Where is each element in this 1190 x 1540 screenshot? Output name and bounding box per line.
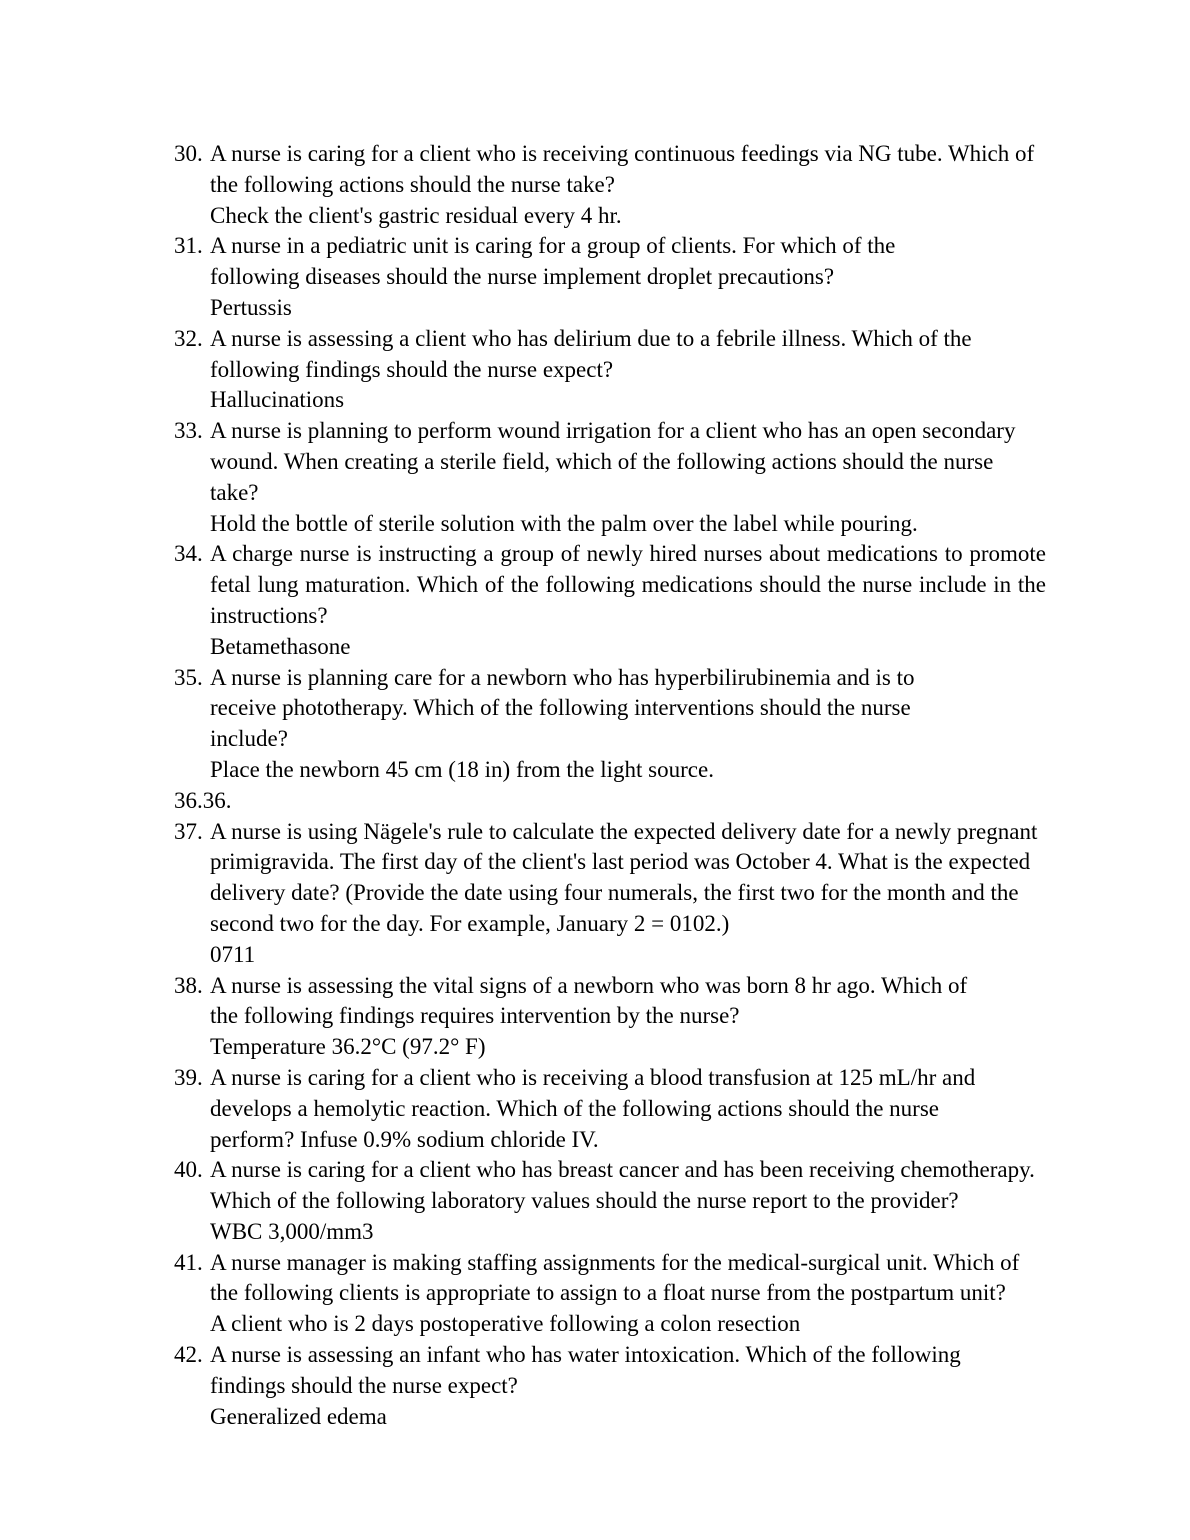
question-text: A nurse in a pediatric unit is caring for a group of clients. For which of the following diseases should the nurse implement droplet precautions?: [210, 233, 896, 290]
question-number: 32.: [174, 325, 203, 351]
question-text: A charge nurse is instructing a group of newly hired nurses about medications to promote fetal lung maturation. Which of the following medications should the nurse include in the instructions?: [210, 541, 1046, 628]
answer-text: 0711: [210, 941, 256, 967]
question-item-38: [174, 971, 1054, 1063]
answer-text: Infuse 0.9% sodium chloride IV.: [300, 1126, 599, 1152]
question-item-40: [174, 1155, 1054, 1247]
question-number: 38.: [174, 972, 203, 998]
answer-text: Betamethasone: [210, 633, 351, 659]
question-text: A nurse is caring for a client who is receiving a blood transfusion at 125 mL/hr and develops a hemolytic reaction. Which of the following actions should the nurse perform?: [210, 1064, 976, 1152]
question-number: 34.: [174, 541, 203, 567]
question-text: A nurse is planning to perform wound irrigation for a client who has an open secondary wound. When creating a sterile field, which of the following actions should the nurse take?: [210, 418, 1016, 505]
question-item-41: [174, 1248, 1054, 1340]
question-number: 30.: [174, 141, 203, 166]
answer-text: Check the client's gastric residual every 4 hr.: [210, 202, 622, 228]
question-item-31: [174, 231, 1054, 323]
question-number: 41.: [174, 1249, 203, 1275]
question-number: 39.: [174, 1064, 203, 1090]
answer-text: Place the newborn 45 cm (18 in) from the light source.: [210, 756, 714, 782]
question-text: A nurse is using Nägele's rule to calculate the expected delivery date for a newly pregnant primigravida. The first day of the client's last period was October 4. What is the expected delivery date? (Provide the date using four numerals, the first two for the month and the second two for the day. For example, January 2 = 0102.): [210, 818, 1038, 936]
question-item-33: [174, 416, 1054, 539]
answer-text: Temperature 36.2°C (97.2° F): [210, 1034, 486, 1060]
question-item-30: [174, 139, 1054, 231]
question-number: 36.36.: [174, 787, 232, 813]
question-text: A nurse is caring for a client who has breast cancer and has been receiving chemotherapy. Which of the following laboratory values should the nurse report to the provider?: [210, 1157, 1035, 1214]
question-number: 33.: [174, 418, 203, 444]
question-item-42: [174, 1340, 1054, 1432]
question-number: 40.: [174, 1157, 203, 1183]
question-text: A nurse is assessing a client who has delirium due to a febrile illness. Which of the following findings should the nurse expect?: [210, 325, 972, 382]
question-text: A nurse is caring for a client who is receiving continuous feedings via NG tube. Which of the following actions should the nurse take?: [210, 141, 1035, 197]
question-item-39: [174, 1063, 1054, 1155]
answer-text: Pertussis: [210, 294, 292, 320]
question-number: 31.: [174, 233, 203, 259]
question-item-35: [174, 663, 1054, 786]
answer-text: Generalized edema: [210, 1403, 387, 1429]
question-number: 35.: [174, 664, 203, 690]
answer-text: WBC 3,000/mm3: [210, 1218, 374, 1244]
question-list: [174, 139, 1054, 1432]
answer-text: Hallucinations: [210, 387, 345, 413]
question-item-32: [174, 324, 1054, 416]
question-number: 42.: [174, 1342, 203, 1368]
question-item-34: [174, 539, 1054, 662]
question-text: A nurse is assessing an infant who has water intoxication. Which of the following findings should the nurse expect?: [210, 1342, 961, 1398]
question-item-36: [174, 786, 1054, 817]
question-text: A nurse is assessing the vital signs of a newborn who was born 8 hr ago. Which of the following findings requires intervention by the nurse?: [210, 972, 968, 1029]
question-number: 37.: [174, 818, 203, 844]
answer-text: A client who is 2 days postoperative following a colon resection: [210, 1311, 801, 1337]
question-text: A nurse is planning care for a newborn who has hyperbilirubinemia and is to receive phototherapy. Which of the following interventions should the nurse include?: [210, 664, 915, 752]
question-text: A nurse manager is making staffing assignments for the medical-surgical unit. Which of the following clients is appropriate to assign to a float nurse from the postpartum unit?: [210, 1249, 1020, 1306]
question-item-37: [174, 817, 1054, 971]
answer-text: Hold the bottle of sterile solution with the palm over the label while pouring.: [210, 510, 918, 536]
